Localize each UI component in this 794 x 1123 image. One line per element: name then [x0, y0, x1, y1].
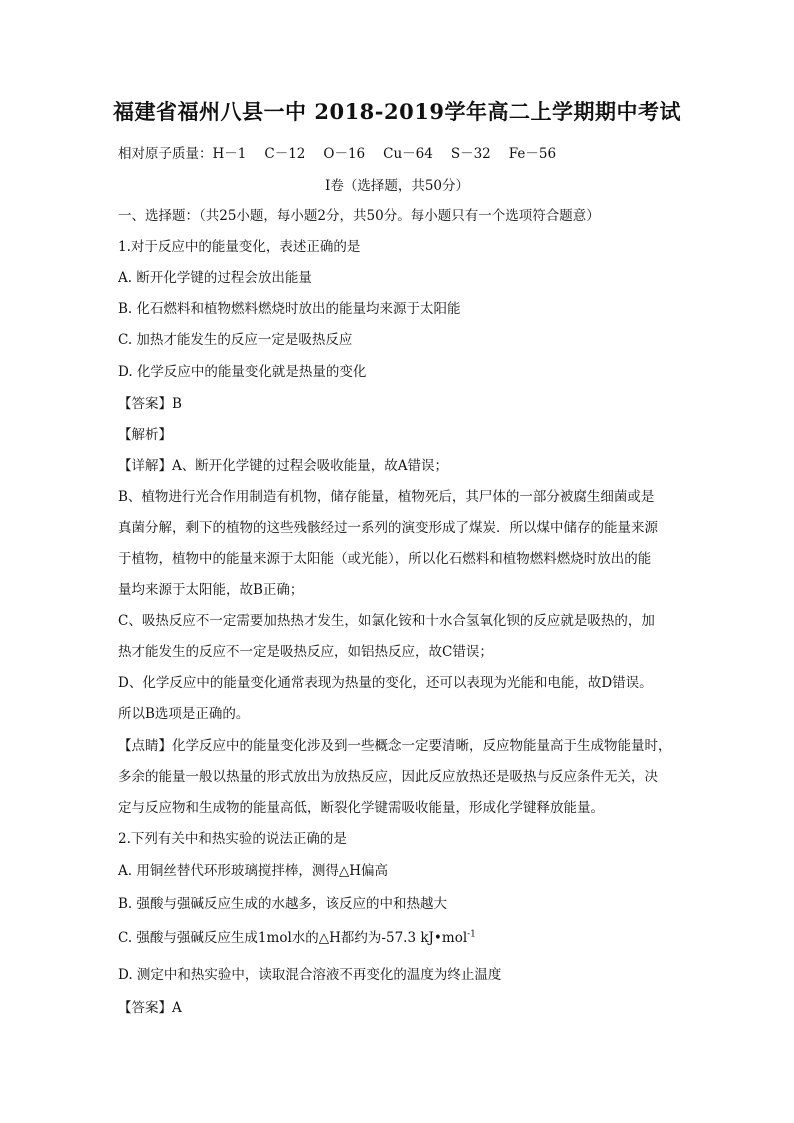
q1-analysis-label: 【解析】 — [118, 427, 172, 443]
mass-h: H－1 — [212, 146, 247, 162]
q1-option-c: C. 加热才能发生的反应一定是吸热反应 — [118, 332, 353, 348]
atomic-masses-line — [118, 144, 678, 164]
mass-o: O－16 — [323, 146, 366, 162]
q2-answer: 【答案】A — [118, 1000, 182, 1016]
q1-detail-line: 【详解】A、断开化学键的过程会吸收能量，故A错误； — [118, 458, 448, 474]
q1-detail-line: 真菌分解，剩下的植物的这些残骸经过一系列的演变形成了煤炭．所以煤中储存的能量来源 — [118, 520, 658, 536]
q2-stem: 2.下列有关中和热实验的说法正确的是 — [118, 831, 347, 847]
q1-detail-line: 量均来源于太阳能，故B正确； — [118, 582, 304, 598]
q2-option-c-text: C. 强酸与强碱反应生成1mol水的△H都约为-57.3 kJ•mol — [118, 930, 468, 946]
q1-detail-line: D、化学反应中的能量变化通常表现为热量的变化，还可以表现为光能和电能，故D错误。 — [118, 675, 653, 691]
q1-tip-line: 多余的能量一般以热量的形式放出为放热反应，因此反应放热还是吸热与反应条件无关，决 — [118, 769, 658, 785]
mass-c: C－12 — [264, 146, 306, 162]
q1-option-a: A. 断开化学键的过程会放出能量 — [118, 270, 312, 286]
q2-option-b: B. 强酸与强碱反应生成的水越多，该反应的中和热越大 — [118, 896, 448, 912]
q1-detail-line: 所以B选项是正确的。 — [118, 706, 250, 722]
q1-detail-line: B、植物进行光合作用制造有机物，储存能量，植物死后，其尸体的一部分被腐生细菌或是 — [118, 489, 655, 505]
q1-option-d: D. 化学反应中的能量变化就是热量的变化 — [118, 364, 367, 380]
q2-option-c-exponent: -1 — [467, 929, 476, 940]
atomic-masses-label: 相对原子质量： — [118, 146, 213, 162]
q1-detail-line: 热才能发生的反应不一定是吸热反应，如铝热反应，故C错误； — [118, 644, 493, 660]
part-header: 一、选择题：（共25小题，每小题2分，共50分。每小题只有一个选项符合题意） — [118, 208, 600, 224]
section-header: Ⅰ卷（选择题，共50分） — [324, 178, 469, 194]
q1-stem: 1.对于反应中的能量变化，表述正确的是 — [118, 239, 361, 255]
q1-tip-line: 【点睛】化学反应中的能量变化涉及到一些概念一定要清晰，反应物能量高于生成物能量时， — [118, 738, 672, 754]
mass-fe: Fe－56 — [508, 146, 557, 162]
page-title: 福建省福州八县一中 2018-2019学年高二上学期期中考试 — [113, 99, 681, 124]
q1-tip-line: 定与反应物和生成物的能量高低，断裂化学键需吸收能量，形成化学键释放能量。 — [118, 800, 604, 816]
q2-option-d: D. 测定中和热实验中，读取混合溶液不再变化的温度为终止温度 — [118, 967, 502, 983]
q2-option-a: A. 用铜丝替代环形玻璃搅拌棒，测得△H偏高 — [118, 863, 388, 879]
q1-detail-line: 于植物，植物中的能量来源于太阳能（或光能），所以化石燃料和植物燃料燃烧时放出的能 — [118, 551, 652, 567]
mass-s: S－32 — [450, 146, 491, 162]
q1-detail-line: C、吸热反应不一定需要加热热才发生，如氯化铵和十水合氢氧化钡的反应就是吸热的，加 — [118, 613, 655, 629]
q2-option-c — [118, 928, 678, 948]
q1-option-b: B. 化石燃料和植物燃料燃烧时放出的能量均来源于太阳能 — [118, 301, 461, 317]
mass-cu: Cu－64 — [383, 146, 433, 162]
q1-answer: 【答案】B — [118, 396, 182, 412]
